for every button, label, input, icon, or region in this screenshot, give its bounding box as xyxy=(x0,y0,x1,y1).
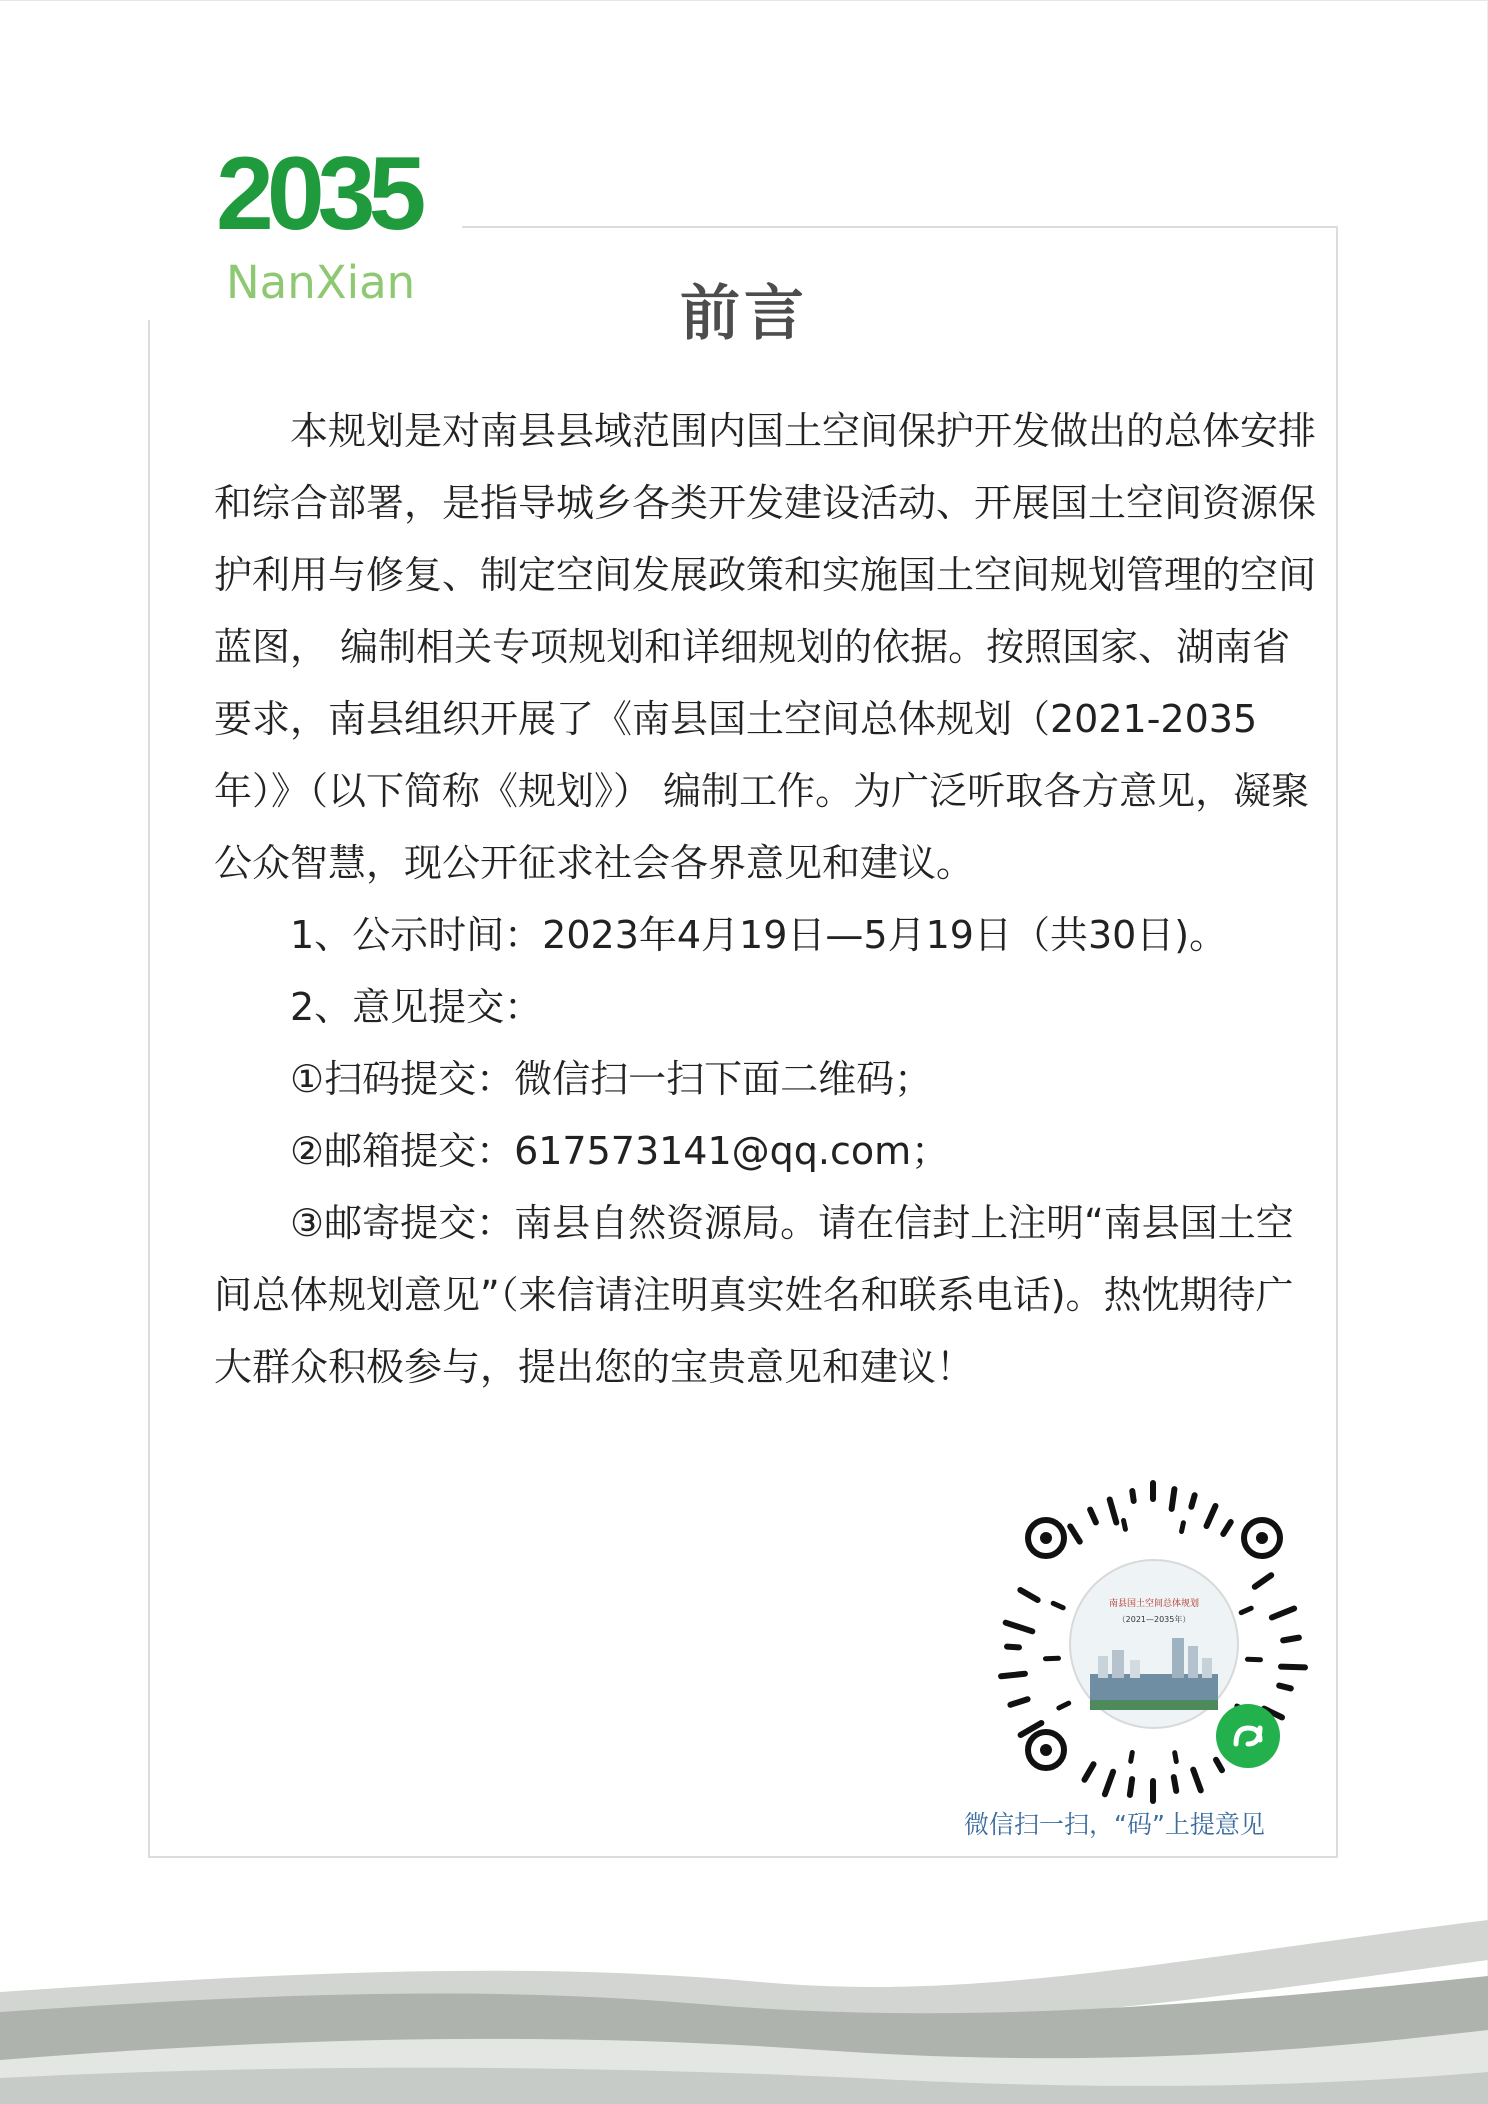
page-title: 前言 xyxy=(680,279,808,349)
qr-caption: 微信扫一扫，“码”上提意见 xyxy=(964,1810,1265,1839)
logo-name: NanXian xyxy=(226,256,416,309)
submission-heading: 2、意见提交： xyxy=(290,985,543,1029)
submission-mail-method: ③邮寄提交：南县自然资源局。请在信封上注明“南县国土空间总体规划意见”（来信请注明真实姓名和联系电话)。热忱期待广大群众积极参与，提出您的宝贵意见和建议！ xyxy=(214,1201,1294,1389)
mini-program-icon xyxy=(1216,1704,1280,1768)
submission-email-method: ②邮箱提交：617573141@qq.com； xyxy=(290,1129,950,1173)
wechat-mini-program-code[interactable] xyxy=(990,1478,1318,1806)
decorative-waves xyxy=(0,1900,1488,2104)
intro-paragraph: 本规划是对南县县域范围内国土空间保护开发做出的总体安排和综合部署，是指导城乡各类开发建设活动、开展国土空间资源保护利用与修复、制定空间发展政策和实施国土空间规划管理的空间蓝图， 编制相关专项规划和详细规划的依据。按照国家、湖南省要求，南县组织开展了《南县国土空间总体规划（2021-2035年）》（以下简称《规划》） 编制工作。为广泛听取各方意见，凝聚公众智慧，现公开征求社会各界意见和建议。 xyxy=(214,409,1317,885)
logo-year: 2035 xyxy=(216,136,420,252)
document-body xyxy=(214,395,1318,1403)
submission-qr-method: ①扫码提交：微信扫一扫下面二维码； xyxy=(290,1057,933,1101)
badge-years: （2021—2035年） xyxy=(1117,1615,1191,1624)
notice-period: 1、公示时间：2023年4月19日—5月19日（共30日)。 xyxy=(290,913,1228,957)
badge-image xyxy=(1070,1560,1238,1728)
badge-title: 南县国土空间总体规划 xyxy=(1108,1599,1200,1609)
